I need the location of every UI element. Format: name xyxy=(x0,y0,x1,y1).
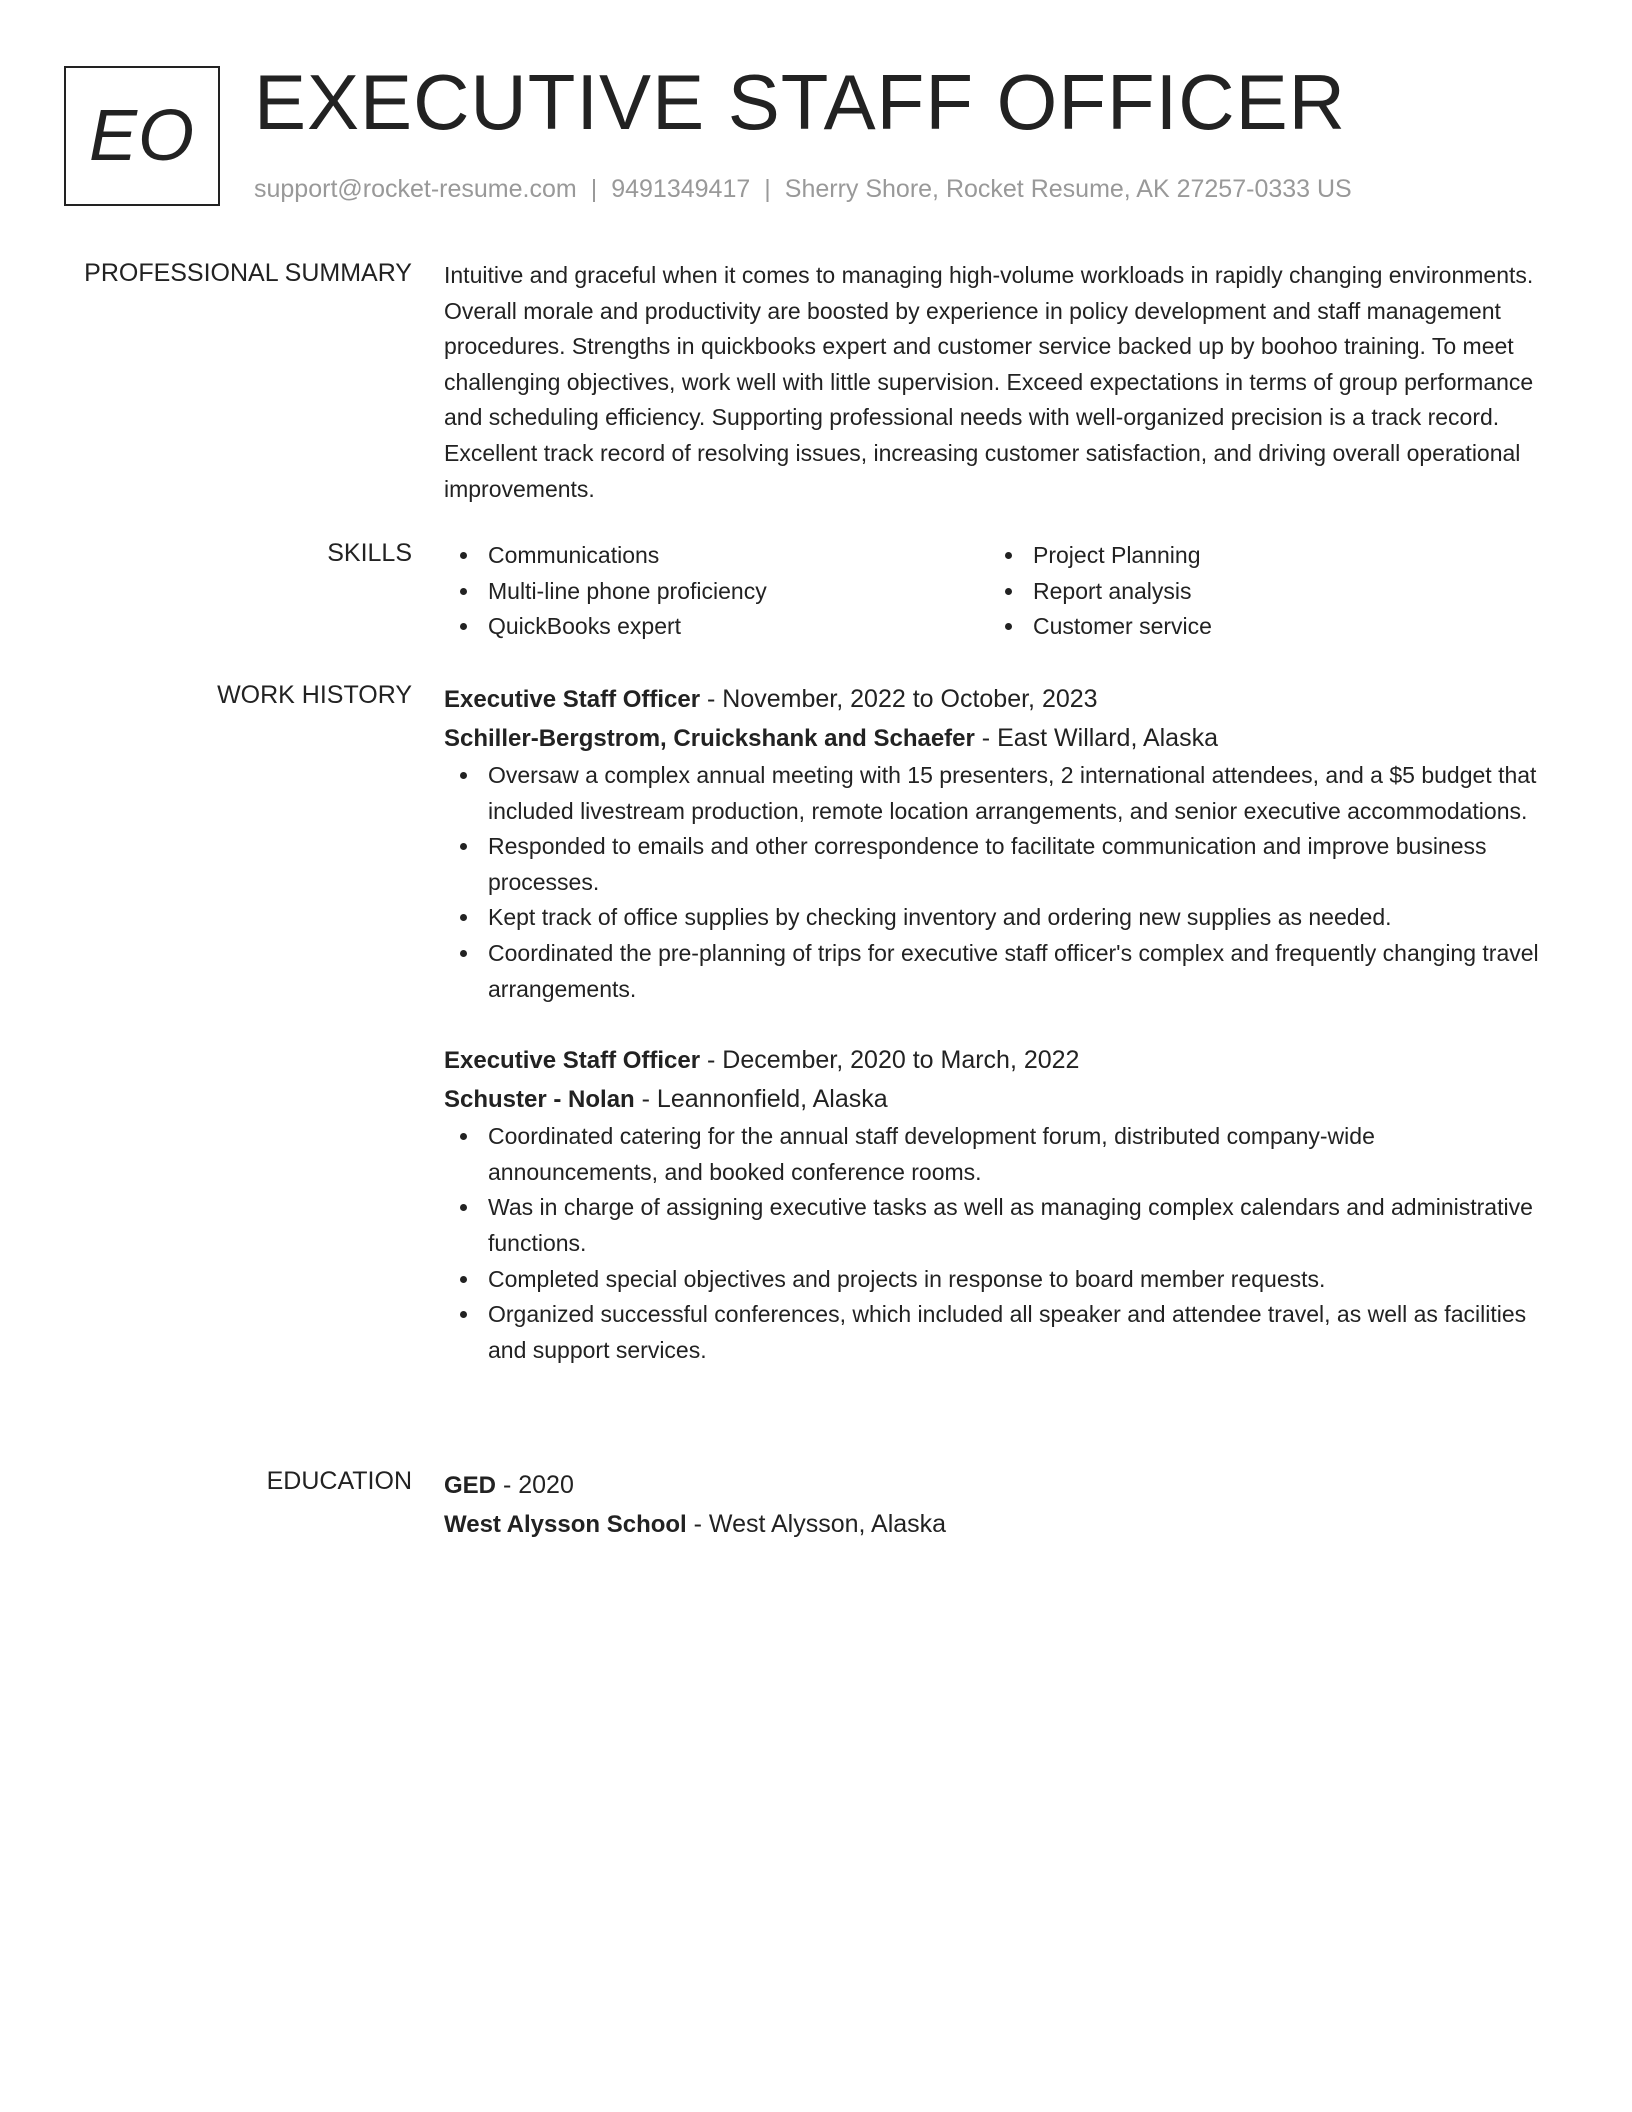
job-bullet: Completed special objectives and projects in response to board member requests. xyxy=(444,1262,1544,1298)
job-company: Schiller-Bergstrom, Cruickshank and Schaefer xyxy=(444,725,975,752)
skills-column-2 xyxy=(989,538,1534,645)
education-body xyxy=(444,1466,1544,1544)
section-label-skills: SKILLS xyxy=(327,539,412,567)
education-school-line xyxy=(444,1505,1544,1544)
job-bullets xyxy=(444,1119,1544,1368)
education-degree: GED xyxy=(444,1472,497,1499)
job-bullet: Was in charge of assigning executive tasks as well as managing complex calendars and administrative functions. xyxy=(444,1190,1544,1261)
job-bullet: Coordinated catering for the annual staff development forum, distributed company-wide announcements, and booked conference rooms. xyxy=(444,1119,1544,1190)
contact-separator: | xyxy=(764,175,771,203)
page-title: EXECUTIVE STAFF OFFICER xyxy=(254,58,1346,146)
section-label-education: EDUCATION xyxy=(266,1467,412,1495)
skills-column-1 xyxy=(444,538,989,645)
job-dates: - November, 2022 to October, 2023 xyxy=(700,685,1098,713)
job-location: - Leannonfield, Alaska xyxy=(634,1085,888,1114)
contact-line xyxy=(254,174,1352,204)
education-degree-line xyxy=(444,1466,1544,1505)
skill-item: Report analysis xyxy=(989,574,1534,610)
job-title: Executive Staff Officer xyxy=(444,686,701,713)
education-school: West Alysson School xyxy=(444,1511,687,1538)
contact-address: Sherry Shore, Rocket Resume, AK 27257-0333 US xyxy=(784,175,1352,203)
monogram-logo: EO xyxy=(64,66,220,206)
education-location: - West Alysson, Alaska xyxy=(686,1510,947,1538)
job-bullet: Responded to emails and other correspondence to facilitate communication and improve business processes. xyxy=(444,829,1544,900)
job-company: Schuster - Nolan xyxy=(444,1086,635,1114)
job-bullet: Oversaw a complex annual meeting with 15 presenters, 2 international attendees, and a $5 budget that included livestream production, remote location arrangements, and senior executive accommodations. xyxy=(444,758,1544,829)
job-dates: - December, 2020 to March, 2022 xyxy=(700,1046,1080,1075)
skill-item: Project Planning xyxy=(989,538,1534,574)
skill-item: Multi-line phone proficiency xyxy=(444,574,989,610)
job-company-line xyxy=(444,1080,1544,1119)
job-location: - East Willard, Alaska xyxy=(974,724,1218,752)
job-company-line xyxy=(444,719,1544,758)
job-entry xyxy=(444,680,1544,1007)
skill-item: Customer service xyxy=(989,609,1534,645)
job-bullet: Kept track of office supplies by checking inventory and ordering new supplies as needed. xyxy=(444,900,1544,936)
job-bullet: Organized successful conferences, which included all speaker and attendee travel, as well as facilities and support services. xyxy=(444,1297,1544,1368)
contact-phone: 9491349417 xyxy=(611,175,751,203)
summary-body xyxy=(444,258,1544,507)
section-label-work-history: WORK HISTORY xyxy=(217,681,412,709)
skill-item: QuickBooks expert xyxy=(444,609,989,645)
job-title-line xyxy=(444,1041,1544,1080)
summary-text: Intuitive and graceful when it comes to managing high-volume workloads in rapidly changing environments. Overall morale and productivity are boosted by experience in policy development and staff management procedures. Strengths in quickbooks expert and customer service backed up by boohoo training. To meet challenging objectives, work well with little supervision. Exceed expectations in terms of group performance and scheduling efficiency. Supporting professional needs with well-organized precision is a track record. Excellent track record of resolving issues, increasing customer satisfaction, and driving overall operational improvements. xyxy=(444,262,1534,502)
section-label-summary: PROFESSIONAL SUMMARY xyxy=(84,259,412,287)
job-title: Executive Staff Officer xyxy=(444,1047,701,1075)
education-year: - 2020 xyxy=(496,1471,574,1499)
contact-separator: | xyxy=(590,175,598,203)
job-entry xyxy=(444,1041,1544,1368)
job-title-line xyxy=(444,680,1544,719)
skill-item: Communications xyxy=(444,538,989,574)
job-bullets xyxy=(444,758,1544,1007)
contact-email: support@rocket-resume.com xyxy=(254,175,577,203)
skills-columns xyxy=(444,538,1544,645)
job-bullet: Coordinated the pre-planning of trips for executive staff officer's complex and frequently changing travel arrangements. xyxy=(444,936,1544,1007)
work-history-body xyxy=(444,680,1544,1368)
